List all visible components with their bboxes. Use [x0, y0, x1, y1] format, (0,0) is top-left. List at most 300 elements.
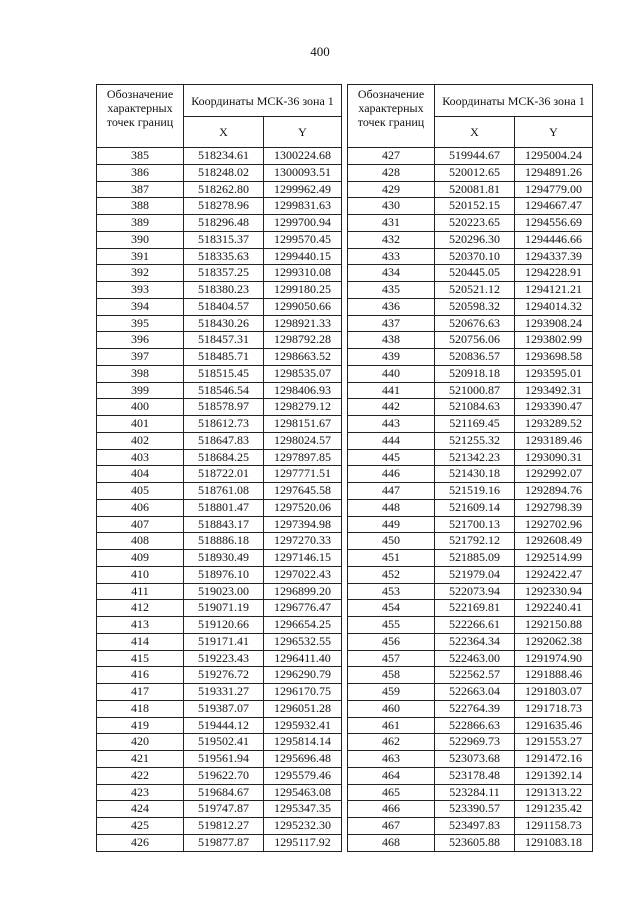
coord-y: 1292062.38: [515, 633, 593, 650]
coord-y: 1297520.06: [264, 499, 342, 516]
point-number: 413: [97, 617, 184, 634]
coord-x: 519223.43: [184, 650, 264, 667]
point-number: 422: [97, 767, 184, 784]
coord-y: 1298024.57: [264, 432, 342, 449]
coord-y: 1292798.39: [515, 499, 593, 516]
coord-y: 1294446.66: [515, 231, 593, 248]
coord-x: 519684.67: [184, 784, 264, 801]
table-row: [97, 164, 342, 181]
coord-x: 519276.72: [184, 667, 264, 684]
point-number: 427: [348, 148, 435, 165]
table-row: [97, 483, 342, 500]
point-number: 404: [97, 466, 184, 483]
coord-x: 519387.07: [184, 700, 264, 717]
coord-x: 523284.11: [435, 784, 515, 801]
coord-x: 518430.26: [184, 315, 264, 332]
coord-x: 518234.61: [184, 148, 264, 165]
coord-x: 521792.12: [435, 533, 515, 550]
coord-y: 1292150.88: [515, 617, 593, 634]
point-number: 443: [348, 416, 435, 433]
table-row: [348, 231, 593, 248]
coord-y: 1294014.32: [515, 298, 593, 315]
coord-y: 1297022.43: [264, 566, 342, 583]
coord-x: 520081.81: [435, 181, 515, 198]
coord-y: 1293289.52: [515, 416, 593, 433]
point-number: 388: [97, 198, 184, 215]
header-y: Y: [515, 117, 593, 148]
point-number: 453: [348, 583, 435, 600]
coord-y: 1295347.35: [264, 801, 342, 818]
point-number: 454: [348, 600, 435, 617]
coord-x: 523073.68: [435, 751, 515, 768]
table-row: [348, 399, 593, 416]
coord-y: 1294337.39: [515, 248, 593, 265]
point-number: 393: [97, 282, 184, 299]
point-number: 465: [348, 784, 435, 801]
coord-y: 1293595.01: [515, 365, 593, 382]
coord-y: 1298406.93: [264, 382, 342, 399]
coord-y: 1291635.46: [515, 717, 593, 734]
coord-x: 522562.57: [435, 667, 515, 684]
table-row: [348, 784, 593, 801]
point-number: 440: [348, 365, 435, 382]
point-number: 459: [348, 684, 435, 701]
table-row: [97, 667, 342, 684]
header-y: Y: [264, 117, 342, 148]
coord-x: 522969.73: [435, 734, 515, 751]
point-number: 402: [97, 432, 184, 449]
table-row: [97, 332, 342, 349]
point-number: 385: [97, 148, 184, 165]
coord-y: 1293090.31: [515, 449, 593, 466]
point-number: 461: [348, 717, 435, 734]
table-row: [348, 298, 593, 315]
coord-x: 518315.37: [184, 231, 264, 248]
coord-x: 521430.18: [435, 466, 515, 483]
coord-x: 518515.45: [184, 365, 264, 382]
header-x: X: [435, 117, 515, 148]
point-number: 398: [97, 365, 184, 382]
coord-y: 1295814.14: [264, 734, 342, 751]
point-number: 395: [97, 315, 184, 332]
table-row: [348, 751, 593, 768]
point-number: 436: [348, 298, 435, 315]
point-number: 420: [97, 734, 184, 751]
table-row: [97, 466, 342, 483]
coord-x: 520152.15: [435, 198, 515, 215]
coordinates-table-left: [96, 84, 342, 852]
coord-y: 1295463.08: [264, 784, 342, 801]
coord-x: 518930.49: [184, 550, 264, 567]
table-row: [97, 298, 342, 315]
point-number: 456: [348, 633, 435, 650]
coord-x: 521700.13: [435, 516, 515, 533]
header-coordinate-system: Координаты МСК-36 зона 1: [435, 85, 593, 117]
coord-x: 518278.96: [184, 198, 264, 215]
table-row: [97, 700, 342, 717]
table-row: [97, 265, 342, 282]
table-row: [97, 566, 342, 583]
table-row: [348, 483, 593, 500]
coord-y: 1291392.14: [515, 767, 593, 784]
point-number: 430: [348, 198, 435, 215]
table-row: [348, 633, 593, 650]
table-row: [348, 265, 593, 282]
coord-x: 522266.61: [435, 617, 515, 634]
coord-y: 1296170.75: [264, 684, 342, 701]
point-number: 410: [97, 566, 184, 583]
point-number: 432: [348, 231, 435, 248]
table-row: [348, 834, 593, 851]
point-number: 433: [348, 248, 435, 265]
coord-x: 520598.32: [435, 298, 515, 315]
coord-x: 518457.31: [184, 332, 264, 349]
point-number: 457: [348, 650, 435, 667]
coord-x: 519812.27: [184, 818, 264, 835]
table-row: [348, 332, 593, 349]
table-row: [348, 684, 593, 701]
coord-y: 1299310.08: [264, 265, 342, 282]
coord-y: 1299831.63: [264, 198, 342, 215]
coord-x: 518843.17: [184, 516, 264, 533]
point-number: 415: [97, 650, 184, 667]
coord-y: 1291083.18: [515, 834, 593, 851]
point-number: 437: [348, 315, 435, 332]
coord-x: 520445.05: [435, 265, 515, 282]
point-number: 448: [348, 499, 435, 516]
table-row: [97, 215, 342, 232]
table-row: [97, 751, 342, 768]
point-number: 452: [348, 566, 435, 583]
coord-x: 523178.48: [435, 767, 515, 784]
table-row: [348, 181, 593, 198]
table-row: [348, 734, 593, 751]
coord-x: 520756.06: [435, 332, 515, 349]
coord-y: 1298663.52: [264, 349, 342, 366]
coord-y: 1295696.48: [264, 751, 342, 768]
coordinates-table-right: [347, 84, 593, 852]
coord-x: 519944.67: [435, 148, 515, 165]
coord-y: 1297394.98: [264, 516, 342, 533]
point-number: 447: [348, 483, 435, 500]
table-row: [348, 365, 593, 382]
point-number: 401: [97, 416, 184, 433]
coord-y: 1299570.45: [264, 231, 342, 248]
point-number: 460: [348, 700, 435, 717]
point-number: 429: [348, 181, 435, 198]
table-row: [348, 600, 593, 617]
table-row: [97, 550, 342, 567]
coord-y: 1296051.28: [264, 700, 342, 717]
point-number: 458: [348, 667, 435, 684]
coord-y: 1293390.47: [515, 399, 593, 416]
table-row: [97, 533, 342, 550]
table-row: [97, 834, 342, 851]
table-row: [348, 215, 593, 232]
point-number: 428: [348, 164, 435, 181]
coord-x: 518684.25: [184, 449, 264, 466]
coord-x: 518380.23: [184, 282, 264, 299]
coord-x: 518722.01: [184, 466, 264, 483]
table-row: [97, 650, 342, 667]
coord-x: 521000.87: [435, 382, 515, 399]
coord-x: 519561.94: [184, 751, 264, 768]
table-row: [348, 516, 593, 533]
table-row: [348, 449, 593, 466]
table-row: [97, 617, 342, 634]
coord-y: 1293802.99: [515, 332, 593, 349]
table-row: [97, 600, 342, 617]
table-row: [97, 818, 342, 835]
table-row: [97, 499, 342, 516]
coord-x: 518886.18: [184, 533, 264, 550]
coord-y: 1300093.51: [264, 164, 342, 181]
point-number: 419: [97, 717, 184, 734]
table-row: [348, 717, 593, 734]
table-row: [97, 432, 342, 449]
point-number: 403: [97, 449, 184, 466]
point-number: 425: [97, 818, 184, 835]
coord-x: 518546.54: [184, 382, 264, 399]
coord-y: 1299050.66: [264, 298, 342, 315]
coord-y: 1296411.40: [264, 650, 342, 667]
coord-y: 1292608.49: [515, 533, 593, 550]
coord-y: 1299962.49: [264, 181, 342, 198]
coord-x: 519171.41: [184, 633, 264, 650]
coord-y: 1291803.07: [515, 684, 593, 701]
coord-x: 521255.32: [435, 432, 515, 449]
coord-x: 520676.63: [435, 315, 515, 332]
coord-x: 519877.87: [184, 834, 264, 851]
point-number: 441: [348, 382, 435, 399]
coord-y: 1292992.07: [515, 466, 593, 483]
coord-x: 522764.39: [435, 700, 515, 717]
coord-y: 1292330.94: [515, 583, 593, 600]
coord-y: 1291158.73: [515, 818, 593, 835]
table-row: [97, 801, 342, 818]
page-number: 400: [310, 44, 330, 59]
table-row: [97, 633, 342, 650]
coord-x: 522073.94: [435, 583, 515, 600]
coord-y: 1296532.55: [264, 633, 342, 650]
point-number: 467: [348, 818, 435, 835]
point-number: 439: [348, 349, 435, 366]
coord-x: 522663.04: [435, 684, 515, 701]
coord-y: 1294667.47: [515, 198, 593, 215]
point-number: 408: [97, 533, 184, 550]
coord-y: 1299180.25: [264, 282, 342, 299]
table-row: [97, 399, 342, 416]
point-number: 431: [348, 215, 435, 232]
coord-y: 1291553.27: [515, 734, 593, 751]
coord-y: 1291235.42: [515, 801, 593, 818]
point-number: 464: [348, 767, 435, 784]
coord-y: 1291974.90: [515, 650, 593, 667]
coord-x: 522866.63: [435, 717, 515, 734]
point-number: 386: [97, 164, 184, 181]
point-number: 416: [97, 667, 184, 684]
table-row: [97, 734, 342, 751]
coord-y: 1299700.94: [264, 215, 342, 232]
coord-x: 522364.34: [435, 633, 515, 650]
table-row: [97, 583, 342, 600]
point-number: 446: [348, 466, 435, 483]
table-row: [97, 148, 342, 165]
point-number: 394: [97, 298, 184, 315]
coord-y: 1295579.46: [264, 767, 342, 784]
coord-y: 1293492.31: [515, 382, 593, 399]
point-number: 462: [348, 734, 435, 751]
coord-x: 520918.18: [435, 365, 515, 382]
point-number: 417: [97, 684, 184, 701]
coord-y: 1300224.68: [264, 148, 342, 165]
coord-x: 519023.00: [184, 583, 264, 600]
table-row: [348, 617, 593, 634]
point-number: 435: [348, 282, 435, 299]
point-number: 444: [348, 432, 435, 449]
coord-x: 521519.16: [435, 483, 515, 500]
table-row: [97, 365, 342, 382]
coord-x: 519120.66: [184, 617, 264, 634]
point-number: 455: [348, 617, 435, 634]
table-row: [97, 198, 342, 215]
table-row: [348, 315, 593, 332]
coord-y: 1293908.24: [515, 315, 593, 332]
coord-y: 1297897.85: [264, 449, 342, 466]
table-row: [348, 499, 593, 516]
header-point-label: Обозначение характерных точек границ: [97, 85, 184, 148]
coord-x: 521169.45: [435, 416, 515, 433]
coord-y: 1296776.47: [264, 600, 342, 617]
table-row: [97, 416, 342, 433]
coord-y: 1291472.16: [515, 751, 593, 768]
coord-y: 1292422.47: [515, 566, 593, 583]
coord-y: 1297771.51: [264, 466, 342, 483]
table-row: [97, 315, 342, 332]
coord-y: 1292894.76: [515, 483, 593, 500]
coord-x: 523497.83: [435, 818, 515, 835]
table-row: [348, 700, 593, 717]
point-number: 463: [348, 751, 435, 768]
table-row: [348, 466, 593, 483]
table-row: [348, 566, 593, 583]
table-row: [97, 767, 342, 784]
coord-y: 1294891.26: [515, 164, 593, 181]
coord-x: 518335.63: [184, 248, 264, 265]
point-number: 390: [97, 231, 184, 248]
coord-x: 520370.10: [435, 248, 515, 265]
coord-x: 518262.80: [184, 181, 264, 198]
coord-y: 1295932.41: [264, 717, 342, 734]
coord-x: 520521.12: [435, 282, 515, 299]
point-number: 423: [97, 784, 184, 801]
table-row: [97, 248, 342, 265]
header-coordinate-system: Координаты МСК-36 зона 1: [184, 85, 342, 117]
point-number: 397: [97, 349, 184, 366]
coord-x: 518357.25: [184, 265, 264, 282]
table-row: [97, 181, 342, 198]
table-row: [97, 282, 342, 299]
point-number: 418: [97, 700, 184, 717]
coord-y: 1291888.46: [515, 667, 593, 684]
coord-x: 523390.57: [435, 801, 515, 818]
coord-y: 1294228.91: [515, 265, 593, 282]
table-row: [348, 416, 593, 433]
point-number: 468: [348, 834, 435, 851]
coord-x: 518404.57: [184, 298, 264, 315]
table-row: [348, 550, 593, 567]
coord-y: 1298535.07: [264, 365, 342, 382]
coord-y: 1296290.79: [264, 667, 342, 684]
table-row: [348, 533, 593, 550]
coord-x: 520012.65: [435, 164, 515, 181]
table-row: [348, 818, 593, 835]
coord-y: 1296654.25: [264, 617, 342, 634]
coord-x: 522463.00: [435, 650, 515, 667]
coord-y: 1293698.58: [515, 349, 593, 366]
point-number: 391: [97, 248, 184, 265]
coord-x: 518296.48: [184, 215, 264, 232]
coord-y: 1291718.73: [515, 700, 593, 717]
table-row: [348, 164, 593, 181]
coord-y: 1298792.28: [264, 332, 342, 349]
table-row: [97, 717, 342, 734]
coord-x: 518761.08: [184, 483, 264, 500]
coord-x: 518647.83: [184, 432, 264, 449]
coord-x: 523605.88: [435, 834, 515, 851]
coord-x: 519622.70: [184, 767, 264, 784]
point-number: 405: [97, 483, 184, 500]
table-row: [348, 583, 593, 600]
point-number: 414: [97, 633, 184, 650]
table-row: [348, 198, 593, 215]
coord-y: 1295004.24: [515, 148, 593, 165]
point-number: 445: [348, 449, 435, 466]
point-number: 400: [97, 399, 184, 416]
table-row: [348, 767, 593, 784]
coord-y: 1294779.00: [515, 181, 593, 198]
coord-y: 1299440.15: [264, 248, 342, 265]
table-row: [348, 382, 593, 399]
header-x: X: [184, 117, 264, 148]
point-number: 442: [348, 399, 435, 416]
coord-y: 1295117.92: [264, 834, 342, 851]
coord-x: 518485.71: [184, 349, 264, 366]
coord-y: 1292514.99: [515, 550, 593, 567]
point-number: 451: [348, 550, 435, 567]
point-number: 426: [97, 834, 184, 851]
table-row: [97, 784, 342, 801]
coord-y: 1296899.20: [264, 583, 342, 600]
coord-x: 518612.73: [184, 416, 264, 433]
coord-x: 521342.23: [435, 449, 515, 466]
table-row: [348, 282, 593, 299]
point-number: 411: [97, 583, 184, 600]
table-row: [97, 449, 342, 466]
point-number: 392: [97, 265, 184, 282]
coord-x: 520836.57: [435, 349, 515, 366]
coord-y: 1298921.33: [264, 315, 342, 332]
table-row: [348, 432, 593, 449]
coord-x: 520296.30: [435, 231, 515, 248]
point-number: 407: [97, 516, 184, 533]
point-number: 389: [97, 215, 184, 232]
coord-x: 518976.10: [184, 566, 264, 583]
point-number: 438: [348, 332, 435, 349]
coord-x: 521609.14: [435, 499, 515, 516]
coord-x: 519444.12: [184, 717, 264, 734]
coord-y: 1298279.12: [264, 399, 342, 416]
